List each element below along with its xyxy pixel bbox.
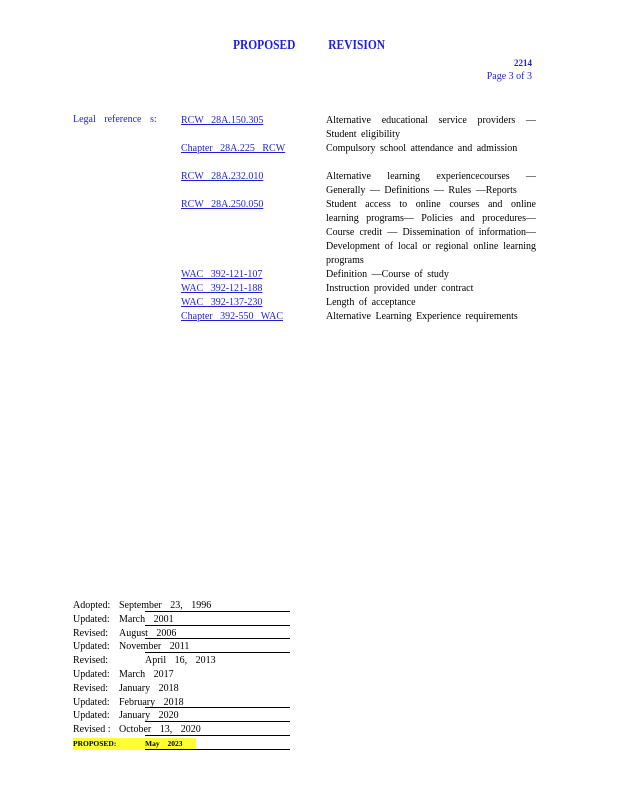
- page-number: Page 3 of 3: [486, 71, 532, 82]
- title-word-proposed: PROPOSED: [232, 38, 296, 53]
- history-row-proposed: [73, 737, 290, 751]
- history-date: October 13, 2020: [119, 724, 201, 736]
- legal-reference-description: Alternative Learning Experience requirements: [326, 311, 518, 322]
- legal-reference-code[interactable]: [181, 142, 285, 156]
- history-row: [73, 654, 290, 668]
- legal-reference-code[interactable]: [181, 114, 263, 128]
- legal-reference-code[interactable]: [181, 296, 262, 310]
- reference-link[interactable]: RCW 28A.250.050: [181, 199, 264, 210]
- history-row: [73, 696, 290, 710]
- history-date: September 23, 1996: [119, 600, 212, 611]
- history-label: Adopted:: [73, 600, 111, 611]
- history-row: [73, 627, 290, 641]
- legal-references-label: Legal reference s:: [73, 114, 157, 125]
- legal-reference-description: Alternative learning experiencecourses — Generally — Definitions — Rules —Reports: [326, 171, 536, 196]
- history-label: Updated:: [73, 696, 110, 708]
- legal-reference-code[interactable]: [181, 282, 262, 296]
- history-row: [73, 640, 290, 654]
- reference-link[interactable]: WAC 392-121-107: [181, 269, 263, 280]
- history-row: [73, 668, 290, 682]
- revision-history: [73, 599, 290, 751]
- reference-link[interactable]: RCW 28A.150.305: [181, 115, 264, 126]
- history-date: January 2020: [119, 710, 179, 722]
- history-label: Revised:: [73, 627, 108, 639]
- legal-reference-code[interactable]: [181, 310, 283, 324]
- history-date: February 2018: [119, 696, 184, 708]
- legal-reference-description: Compulsory school attendance and admission: [326, 143, 518, 154]
- legal-reference-description: Instruction provided under contract: [326, 283, 474, 294]
- history-date: March 2001: [119, 613, 174, 625]
- legal-reference-description: Definition —Course of study: [326, 269, 449, 280]
- reference-link[interactable]: Chapter 28A.225 RCW: [181, 143, 286, 154]
- legal-reference-description: Length of acceptance: [326, 297, 416, 308]
- history-date: May 2023: [145, 738, 183, 748]
- legal-reference-code[interactable]: [181, 268, 262, 282]
- history-date: March 2017: [119, 668, 174, 680]
- document-title: [56, 38, 563, 54]
- history-label: Updated:: [73, 613, 110, 625]
- history-label: Updated:: [73, 710, 110, 722]
- history-label: Revised:: [73, 682, 108, 694]
- history-label: Updated:: [73, 641, 110, 653]
- history-row: [73, 682, 290, 696]
- legal-reference-description: Student access to online courses and online learning programs— Policies and procedures— Course credit — Dissemination of information—Development of local or regional online learning programs: [326, 199, 536, 266]
- reference-link[interactable]: RCW 28A.232.010: [181, 171, 264, 182]
- history-label: PROPOSED:: [73, 738, 117, 748]
- history-label: Updated:: [73, 668, 110, 680]
- history-row: [73, 709, 290, 723]
- history-row: [73, 599, 290, 613]
- legal-reference-code[interactable]: [181, 170, 263, 184]
- title-word-revision: REVISION: [328, 38, 386, 53]
- reference-link[interactable]: WAC 392-137-230: [181, 297, 263, 308]
- legal-reference-description: Alternative educational service providers — Student eligibility: [326, 115, 536, 140]
- history-date: November 2011: [119, 641, 190, 653]
- history-row: [73, 723, 290, 737]
- history-date: August 2006: [119, 627, 177, 639]
- legal-reference-code[interactable]: [181, 198, 263, 212]
- history-date: January 2018: [119, 682, 179, 694]
- history-row: [73, 613, 290, 627]
- history-label: Revised :: [73, 724, 111, 736]
- reference-link[interactable]: Chapter 392-550 WAC: [181, 311, 284, 322]
- history-label: Revised:: [73, 655, 108, 667]
- history-date: April 16, 2013: [145, 655, 216, 667]
- reference-link[interactable]: WAC 392-121-188: [181, 283, 263, 294]
- policy-number: 2214: [514, 58, 532, 68]
